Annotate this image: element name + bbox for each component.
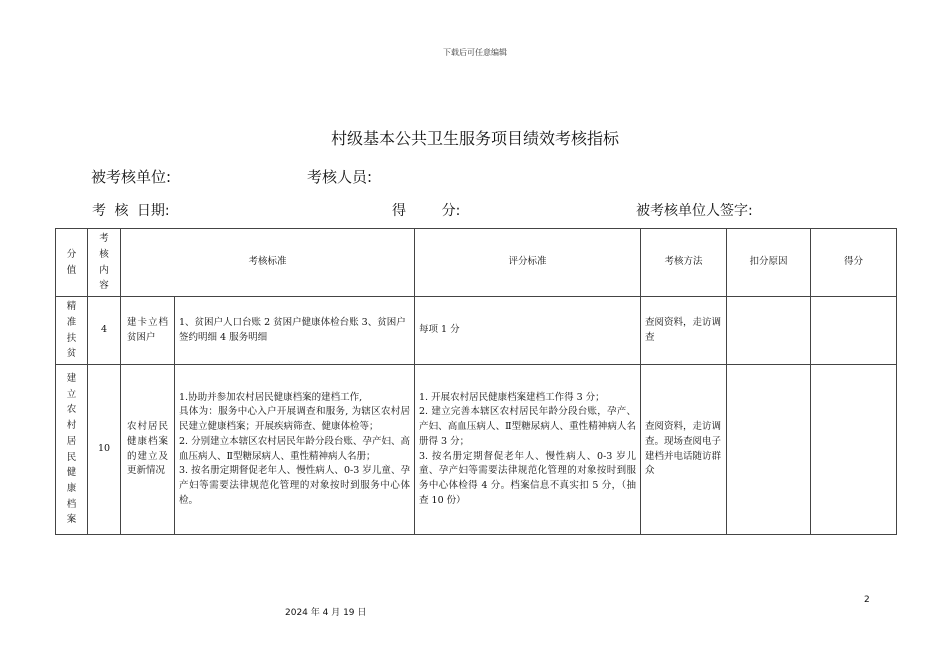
standard-line: 具体为：服务中心入户开展调查和服务, 为辖区农村居民建立健康档案；开展疾病筛查、健康体检等； bbox=[179, 406, 411, 433]
scoring-line: 每项 1 分 bbox=[419, 324, 460, 336]
table-header-row bbox=[56, 229, 897, 297]
scoring-line: 3. 按名册定期督促老年人、慢性病人、0-3 岁儿童、孕产妇等需要法律规范化管理的对象按时到服务中心体检得 4 分。档案信息不真实扣 5 分，（抽查 10 份） bbox=[419, 450, 637, 506]
row-score bbox=[811, 297, 897, 365]
standard-line: 2. 分别建立本辖区农村居民年龄分段台账、孕产妇、高血压病人、Ⅱ型糖尿病人、重性精神病人名册； bbox=[179, 435, 411, 462]
row-points: 10 bbox=[88, 365, 121, 535]
standard-line: 1、贫困户人口台账 2 贫困户健康体检台账 3、贫困户签约明细 4 服务明细 bbox=[179, 316, 406, 343]
header-deduction-reason: 扣分原因 bbox=[727, 229, 811, 297]
row-method: 查阅资料，走访调查。现场查阅电子建档并电话随访群众 bbox=[641, 365, 727, 535]
standard-line: 3. 按名册定期督促老年人、慢性病人、0-3 岁儿童、孕产妇等需要法律规范化管理的对象按时到服务中心体检。 bbox=[179, 465, 411, 506]
row-score bbox=[811, 365, 897, 535]
row-content: 农村居民健康档案的建立及更新情况 bbox=[121, 365, 175, 535]
row-content: 建卡立档贫困户 bbox=[121, 297, 175, 365]
assessor-label: 考核人员: bbox=[307, 168, 373, 186]
scoring-line: 1. 开展农村居民健康档案建档工作得 3 分； bbox=[419, 391, 605, 403]
table-row bbox=[56, 297, 897, 365]
assessed-unit-label: 被考核单位: bbox=[91, 168, 172, 186]
page-number: 2 bbox=[864, 595, 870, 605]
row-deduction-reason bbox=[727, 297, 811, 365]
score-label: 得 分: bbox=[392, 203, 461, 219]
row-scoring bbox=[415, 297, 641, 365]
row-points: 4 bbox=[88, 297, 121, 365]
header-content: 考核内容 bbox=[88, 229, 121, 297]
signature-label: 被考核单位人签字: bbox=[636, 203, 753, 219]
header-score: 得分 bbox=[811, 229, 897, 297]
header-points: 分值 bbox=[56, 229, 88, 297]
header-scoring: 评分标准 bbox=[415, 229, 641, 297]
row-scoring bbox=[415, 365, 641, 535]
row-standard bbox=[175, 365, 415, 535]
row-category: 精准扶贫 bbox=[56, 297, 88, 365]
document-title: 村级基本公共卫生服务项目绩效考核指标 bbox=[330, 129, 619, 148]
standard-line: 1.协助并参加农村居民健康档案的建档工作, bbox=[179, 391, 363, 403]
header-method: 考核方法 bbox=[641, 229, 727, 297]
header-note: 下载后可任意编辑 bbox=[443, 48, 507, 57]
assessment-table bbox=[55, 228, 897, 535]
header-standard: 考核标准 bbox=[121, 229, 415, 297]
row-standard bbox=[175, 297, 415, 365]
scoring-line: 2. 建立完善本辖区农村居民年龄分段台账，孕产、产妇、高血压病人、Ⅱ型糖尿病人、重性精神病人名册得 3 分； bbox=[419, 406, 637, 447]
row-method: 查阅资料，走访调查 bbox=[641, 297, 727, 365]
row-deduction-reason bbox=[727, 365, 811, 535]
footer-date: 2024 年 4 月 19 日 bbox=[285, 608, 367, 618]
assessment-date-label: 考 核 日期: bbox=[92, 203, 170, 219]
table-row bbox=[56, 365, 897, 535]
row-category: 建立农村居民健康档案 bbox=[56, 365, 88, 535]
